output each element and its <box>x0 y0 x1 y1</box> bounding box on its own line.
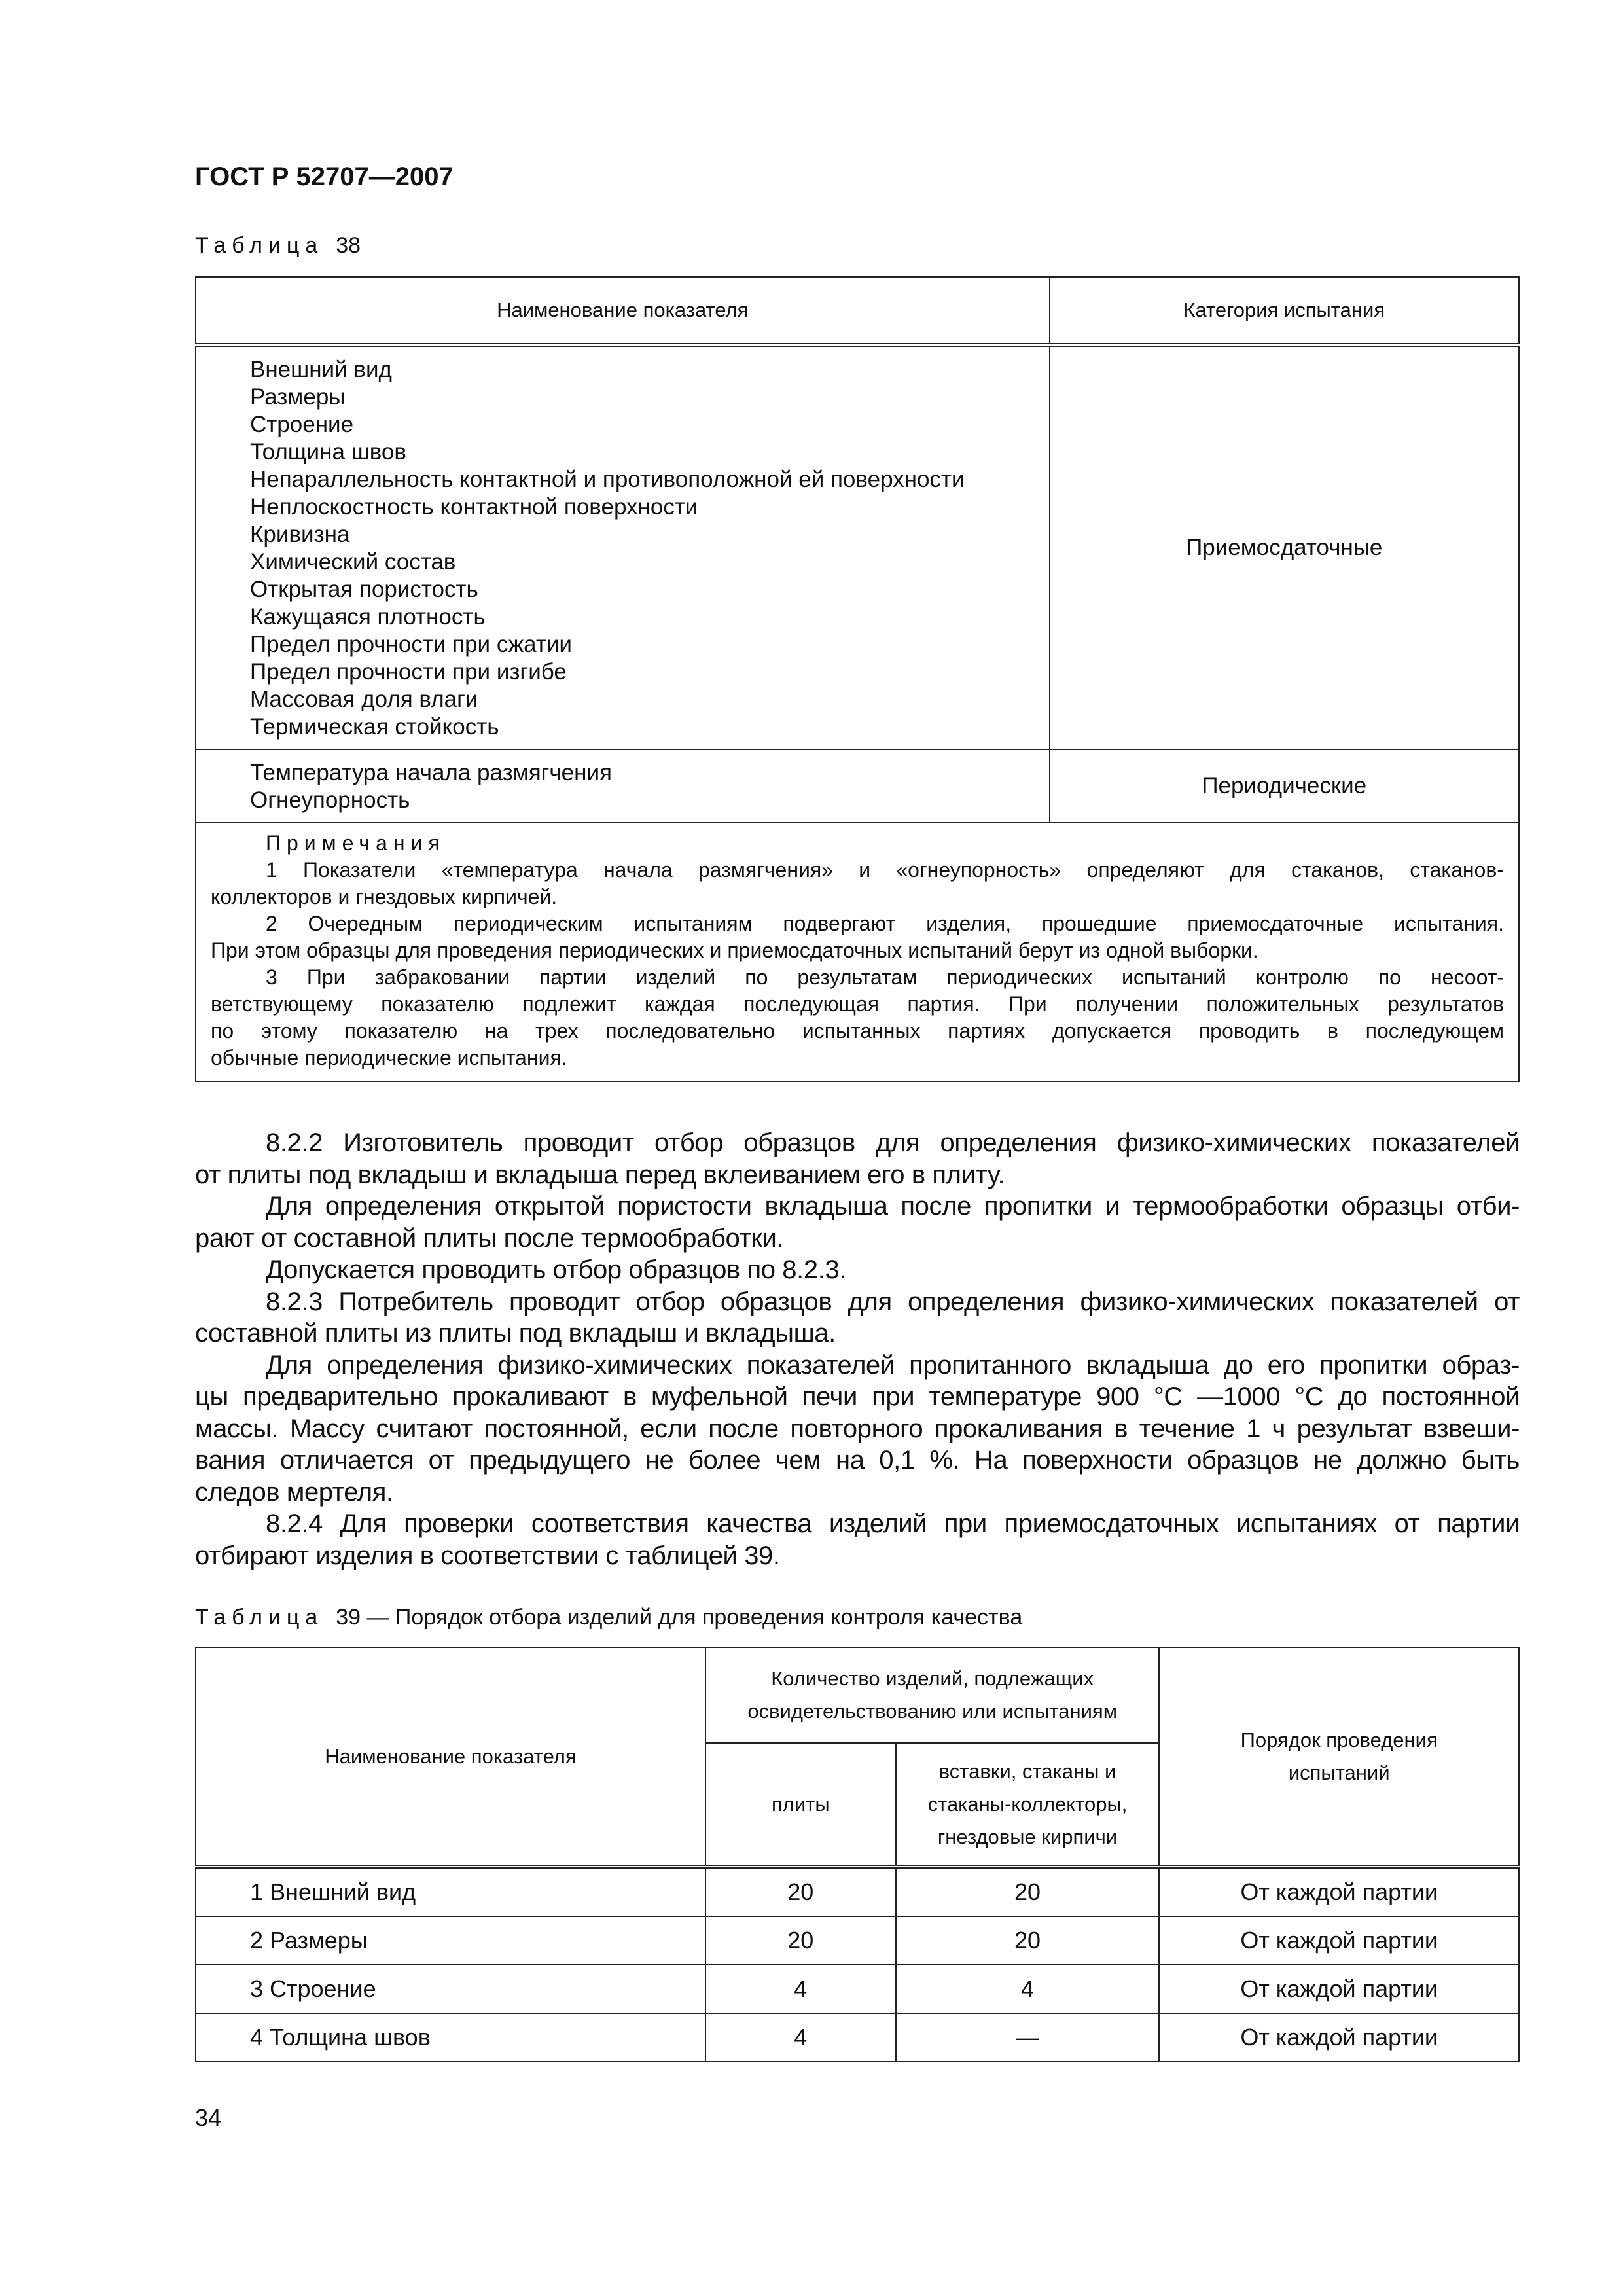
indicator-item: Кривизна <box>250 522 350 547</box>
category-acceptance: Приемосдаточные <box>1050 345 1519 749</box>
cell-name: 4 Толщина швов <box>196 2013 705 2062</box>
indicator-item: Массовая доля влаги <box>250 687 478 712</box>
indicator-item: Внешний вид <box>250 357 392 382</box>
cell-name: 2 Размеры <box>196 1916 705 1965</box>
cell-inserts: — <box>896 2013 1160 2062</box>
paragraph-line: Для определения открытой пористости вкладыша после пропитки и термообработки образцы отби- <box>266 1192 1520 1221</box>
table-row <box>196 1916 1519 1965</box>
indicator-item: Кажущаяся плотность <box>250 604 486 630</box>
note-line: 1 Показатели «температура начала размягчения» и «огнеупорность» определяют для стаканов, стаканов- <box>266 858 1504 882</box>
cell-plates: 4 <box>705 1965 896 2013</box>
paragraph-line: отбирают изделия в соответствии с таблицей 39. <box>195 1541 780 1570</box>
paragraph-line: следов мертеля. <box>195 1477 393 1507</box>
paragraph-line: Для определения физико-химических показателей пропитанного вкладыша до его пропитки образ- <box>266 1350 1520 1380</box>
note-line: по этому показателю на трех последовательно испытанных партиях допускается проводить в последующем <box>211 1019 1504 1043</box>
table-label: Таблица <box>195 233 324 258</box>
indicator-item: Температура начала размягчения <box>250 760 612 785</box>
paragraph-line: 8.2.2 Изготовитель проводит отбор образцов для определения физико-химических показателей <box>266 1128 1520 1157</box>
note-line: 2 Очередным периодическим испытаниям подвергают изделия, прошедшие приемосдаточные испытания. <box>266 912 1504 935</box>
body-text <box>195 1127 1520 1571</box>
table-row <box>196 1867 1519 1916</box>
cell-plates: 20 <box>705 1867 896 1916</box>
col-header-inserts: вставки, стаканы и стаканы-коллекторы, гнездовые кирпичи <box>896 1743 1160 1867</box>
col-header-name: Наименование показателя <box>196 277 1050 345</box>
cell-order: От каждой партии <box>1159 1916 1519 1965</box>
cell-inserts: 4 <box>896 1965 1160 2013</box>
table-row <box>196 1965 1519 2013</box>
col-header-quantity: Количество изделий, подлежащих освидетельствованию или испытаниям <box>705 1647 1159 1743</box>
paragraph-line: массы. Массу считают постоянной, если после повторного прокаливания в течение 1 ч результат взвеши- <box>195 1414 1520 1443</box>
cell-order: От каждой партии <box>1159 1965 1519 2013</box>
cell-inserts: 20 <box>896 1867 1160 1916</box>
table-38 <box>195 276 1520 1082</box>
indicator-item: Химический состав <box>250 549 456 575</box>
indicator-item: Толщина швов <box>250 439 406 465</box>
paragraph-line: вания отличается от предыдущего не более чем на 0,1 %. На поверхности образцов не должно быть <box>195 1446 1520 1475</box>
table-label: Таблица <box>195 1605 324 1630</box>
paragraph-line: 8.2.3 Потребитель проводит отбор образцов для определения физико-химических показателей от <box>266 1287 1520 1316</box>
indicator-item: Открытая пористость <box>250 577 478 602</box>
acceptance-indicators-list <box>196 345 1050 749</box>
indicator-item: Огнеупорность <box>250 787 410 813</box>
table-row <box>196 2013 1519 2062</box>
cell-inserts: 20 <box>896 1916 1160 1965</box>
col-header-name: Наименование показателя <box>196 1647 705 1867</box>
paragraph-line: 8.2.4 Для проверки соответствия качества изделий при приемосдаточных испытаниях от партии <box>266 1509 1520 1538</box>
periodic-indicators-list <box>196 749 1050 823</box>
table-title: 39 — Порядок отбора изделий для проведения контроля качества <box>336 1605 1023 1630</box>
page-number: 34 <box>195 2104 222 2131</box>
indicator-item: Предел прочности при изгибе <box>250 659 567 685</box>
indicator-item: Строение <box>250 412 354 437</box>
cell-order: От каждой партии <box>1159 2013 1519 2062</box>
note-line: коллекторов и гнездовых кирпичей. <box>211 885 558 908</box>
paragraph-line: составной плиты из плиты под вкладыш и вкладыша. <box>195 1319 836 1348</box>
table-39 <box>195 1647 1520 2062</box>
cell-name: 3 Строение <box>196 1965 705 2013</box>
col-header-category: Категория испытания <box>1050 277 1519 345</box>
col-header-order: Порядок проведения испытаний <box>1159 1647 1519 1867</box>
cell-plates: 4 <box>705 2013 896 2062</box>
paragraph-line: Допускается проводить отбор образцов по 8.2.3. <box>266 1255 846 1284</box>
indicator-item: Непараллельность контактной и противоположной ей поверхности <box>250 467 965 492</box>
indicator-item: Предел прочности при сжатии <box>250 632 572 657</box>
notes-title: Примечания <box>266 831 446 855</box>
cell-name: 1 Внешний вид <box>196 1867 705 1916</box>
table-notes <box>196 823 1519 1081</box>
indicator-item: Термическая стойкость <box>250 714 499 740</box>
cell-order: От каждой партии <box>1159 1867 1519 1916</box>
document-header: ГОСТ Р 52707—2007 <box>195 162 454 191</box>
indicator-item: Неплоскостность контактной поверхности <box>250 494 698 520</box>
note-line: ветствующему показателю подлежит каждая последующая партия. При получении положительных результатов <box>211 992 1504 1016</box>
note-line: При этом образцы для проведения периодических и приемосдаточных испытаний берут из одной выборки. <box>211 939 1258 962</box>
table-number: 38 <box>336 233 361 258</box>
paragraph-line: от плиты под вкладыш и вкладыша перед вклеиванием его в плиту. <box>195 1160 1005 1189</box>
paragraph-line: цы предварительно прокаливают в муфельной печи при температуре 900 °С —1000 °С до постоянной <box>195 1382 1520 1411</box>
note-line: обычные периодические испытания. <box>211 1046 567 1069</box>
table38-caption <box>195 233 361 259</box>
paragraph-line: рают от составной плиты после термообработки. <box>195 1223 784 1253</box>
note-line: 3 При забраковании партии изделий по результатам периодических испытаний контролю по несоот- <box>266 965 1504 989</box>
cell-plates: 20 <box>705 1916 896 1965</box>
category-periodic: Периодические <box>1050 749 1519 823</box>
col-header-plates: плиты <box>705 1743 896 1867</box>
indicator-item: Размеры <box>250 384 346 410</box>
table39-caption <box>195 1605 1022 1630</box>
